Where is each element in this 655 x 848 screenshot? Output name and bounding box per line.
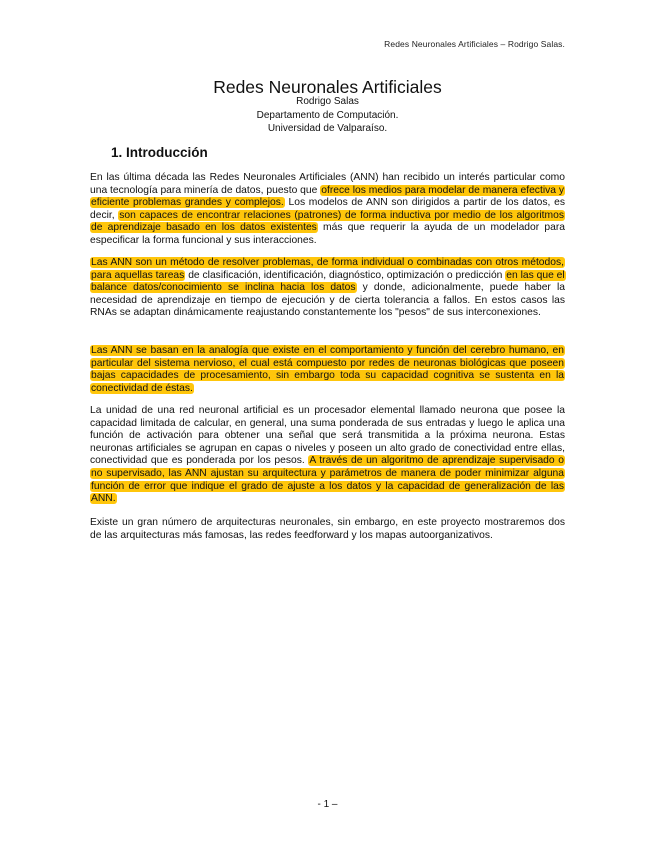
paragraph-text: Los modelos de ANN son dirigidos a partir de los datos, es decir, bbox=[90, 197, 565, 221]
highlighted-text: ofrece los medios para modelar de manera efectiva y eficiente problemas grandes y complejos. bbox=[91, 184, 564, 209]
page-number: - 1 – bbox=[317, 799, 338, 810]
paragraph-text: En las última década las Redes Neuronales Artificiales (ANN) han recibido un interés particular como una tecnología para minería de datos, puesto que bbox=[90, 172, 565, 196]
paragraph-text: La unidad de una red neuronal artificial es un procesador elemental llamado neurona que posee la capacidad limitada de calcular, en general, una suma ponderada de sus entradas y luego le aplica una función de activación para obtener una señal que será transmitida a la próxima neurona. Estas neuronas artificiales se agrupan en capas o niveles y poseen un alto grado de conectividad entre ellas, conectividad que es ponderada por los pesos. bbox=[90, 405, 565, 467]
paragraph-2 bbox=[90, 257, 565, 320]
paragraph-text: y donde, adicionalmente, puede haber la necesidad de aprendizaje en tiempo de ejecución y de cierta tolerancia a fallos. En estos casos las RNAs se adaptan dinámicamente reajustando constantemente los "pesos" de sus interconexiones. bbox=[90, 282, 565, 319]
author-name: Rodrigo Salas bbox=[296, 96, 359, 107]
section-heading-introduccion: 1. Introducción bbox=[111, 145, 208, 160]
paragraph-4 bbox=[90, 405, 565, 506]
running-header: Redes Neuronales Artificiales – Rodrigo Salas. bbox=[384, 39, 565, 49]
university-name: Universidad de Valparaíso. bbox=[267, 123, 388, 134]
highlighted-text: Las ANN se basan en la analogía que existe en el comportamiento y función del cerebro humano, en particular del sistema nervioso, el cual está compuesto por redes de neuronas biológicas que poseen bajas capacidades de procesamiento, sin embargo toda su capacidad cognitiva se sustenta en la conectividad de éstas. bbox=[91, 345, 564, 394]
highlighted-text: son capaces de encontrar relaciones (patrones) de forma inductiva por medio de los algoritmos de aprendizaje basado en los datos existentes bbox=[91, 209, 564, 234]
paragraph-3 bbox=[90, 345, 565, 395]
department-name: Departamento de Computación. bbox=[256, 110, 399, 121]
highlighted-text: en las que el balance datos/conocimiento se inclina hacia los datos bbox=[91, 269, 565, 294]
paragraph-1 bbox=[90, 172, 565, 248]
paragraph-text: más que requerir la ayuda de un modelador para especificar la forma funcional y sus interacciones. bbox=[90, 222, 565, 246]
highlighted-text: Las ANN son un método de resolver problemas, de forma individual o combinadas con otros métodos, para aquellas tareas bbox=[91, 257, 564, 281]
document-title: Redes Neuronales Artificiales bbox=[213, 77, 442, 97]
highlighted-text: A través de un algoritmo de aprendizaje supervisado o no supervisado, las ANN ajustan su arquitectura y parámetros de manera de poder minimizar alguna función de error que indique el grado de ajuste a los datos y la capacidad de generalización de las ANN. bbox=[91, 455, 564, 505]
paragraph-5 bbox=[90, 517, 565, 542]
paragraph-text: Existe un gran número de arquitecturas neuronales, sin embargo, en este proyecto mostraremos dos de las arquitecturas más famosas, las redes feedforward y los mapas autoorganizativos. bbox=[90, 517, 565, 541]
paragraph-text: de clasificación, identificación, diagnóstico, optimización o predicción bbox=[188, 269, 503, 281]
